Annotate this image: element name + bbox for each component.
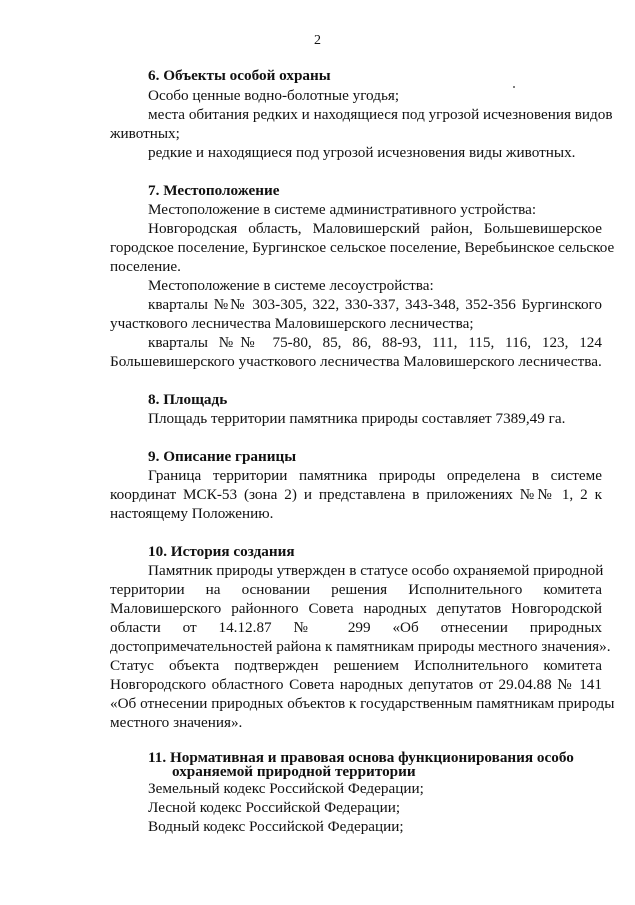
section-7-line-1: Местоположение в системе административного устройства: [148,201,537,218]
section-7-line-6: кварталы №№ 303-305, 322, 330-337, 343-348, 352-356 Бургинского [148,296,602,313]
section-11-line-3: Водный кодекс Российской Федерации; [148,818,404,835]
section-10-line-5: достопримечательностей района к памятникам природы местного значения». [110,638,611,655]
section-9-heading: 9. Описание границы [148,448,297,465]
section-10-line-1: Памятник природы утвержден в статусе особо охраняемой природной [148,562,604,579]
section-7-line-3: городское поселение, Бургинское сельское поселение, Веребьинское сельское [110,239,615,256]
section-11-heading-line-2: охраняемой природной территории [172,763,416,780]
section-6-line-2: места обитания редких и находящиеся под угрозой исчезновения видов [148,106,613,123]
section-8-line-1: Площадь территории памятника природы составляет 7389,49 га. [148,410,566,427]
section-9-line-3: настоящему Положению. [110,505,274,522]
section-10-line-4: области от 14.12.87 № 299 «Об отнесении природных [110,619,602,636]
section-7-line-2: Новгородская область, Маловишерский район, Большевишерское [148,220,602,237]
section-10-line-9: местного значения». [110,714,243,731]
section-7-line-4: поселение. [110,258,181,275]
section-8-heading: 8. Площадь [148,391,228,408]
section-10-line-3: Маловишерского районного Совета народных депутатов Новгородской [110,600,602,617]
section-9-line-1: Граница территории памятника природы определена в системе [148,467,602,484]
section-10-line-2: территории на основании решения Исполнительного комитета [110,581,602,598]
section-10-line-8: «Об отнесении природных объектов к государственным памятникам природы [110,695,615,712]
section-7-line-5: Местоположение в системе лесоустройства: [148,277,434,294]
section-7-line-9: Большевишерского участкового лесничества Маловишерского лесничества. [110,353,602,370]
section-7-line-8: кварталы №№ 75-80, 85, 86, 88-93, 111, 115, 116, 123, 124 [148,334,602,351]
section-6-line-1: Особо ценные водно-болотные угодья; [148,87,400,104]
section-7-line-7: участкового лесничества Маловишерского лесничества; [110,315,474,332]
section-6-line-4: редкие и находящиеся под угрозой исчезновения виды животных. [148,144,576,161]
section-10-heading: 10. История создания [148,543,295,560]
section-10-line-6: Статус объекта подтвержден решением Исполнительного комитета [110,657,602,674]
scan-speck [513,86,515,88]
section-7-heading: 7. Местоположение [148,182,280,199]
section-9-line-2: координат МСК-53 (зона 2) и представлена в приложениях №№ 1, 2 к [110,486,602,503]
section-10-line-7: Новгородского областного Совета народных депутатов от 29.04.88 № 141 [110,676,602,693]
section-11-heading-line-1: 11. Нормативная и правовая основа функционирования особо [148,749,574,766]
section-11-line-1: Земельный кодекс Российской Федерации; [148,780,424,797]
page-number: 2 [314,33,321,48]
section-11-line-2: Лесной кодекс Российской Федерации; [148,799,401,816]
section-6-heading: 6. Объекты особой охраны [148,67,331,84]
section-6-line-3: животных; [110,125,180,142]
